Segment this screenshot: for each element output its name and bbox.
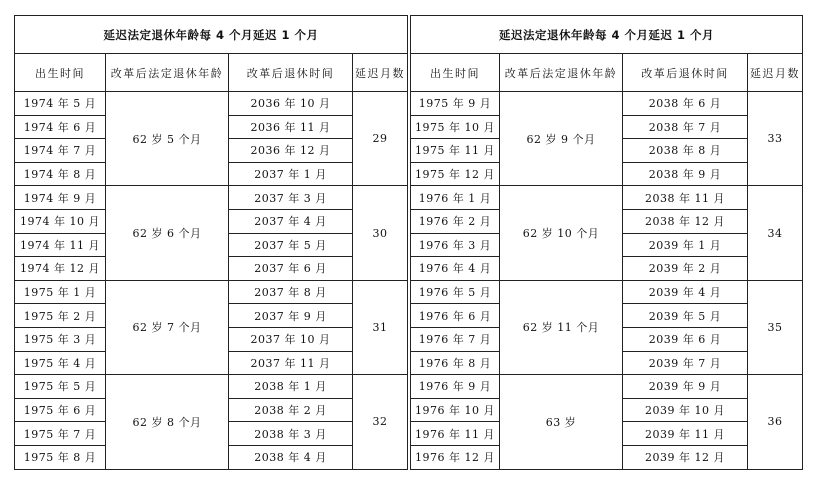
retire-cell: 2038 年 4 月 [229,445,353,469]
retire-cell: 2036 年 10 月 [229,92,353,116]
table-title-row [15,16,408,54]
delay-cell: 35 [748,280,803,374]
birth-cell: 1974 年 11 月 [15,233,106,257]
table-row [411,280,803,304]
delay-cell: 32 [353,375,408,469]
birth-cell: 1976 年 11 月 [411,422,500,446]
retire-cell: 2038 年 12 月 [623,209,748,233]
birth-cell: 1976 年 9 月 [411,375,500,399]
birth-cell: 1975 年 6 月 [15,398,106,422]
birth-cell: 1975 年 2 月 [15,304,106,328]
table-row [15,186,408,210]
retire-cell: 2039 年 5 月 [623,304,748,328]
delay-table-right [410,15,803,470]
birth-cell: 1974 年 7 月 [15,139,106,163]
retire-cell: 2039 年 4 月 [623,280,748,304]
birth-cell: 1975 年 8 月 [15,445,106,469]
birth-cell: 1974 年 9 月 [15,186,106,210]
birth-cell: 1975 年 11 月 [411,139,500,163]
header-birth: 出生时间 [15,54,106,92]
birth-cell: 1976 年 7 月 [411,327,500,351]
birth-cell: 1976 年 12 月 [411,445,500,469]
retire-cell: 2039 年 7 月 [623,351,748,375]
delay-cell: 29 [353,92,408,186]
delay-cell: 34 [748,186,803,280]
retire-cell: 2038 年 7 月 [623,115,748,139]
retire-cell: 2036 年 12 月 [229,139,353,163]
age-cell: 62 岁 5 个月 [106,92,229,186]
age-cell: 62 岁 9 个月 [500,92,623,186]
table-row [411,92,803,116]
retire-cell: 2039 年 12 月 [623,445,748,469]
birth-cell: 1976 年 3 月 [411,233,500,257]
table-header-row [411,54,803,92]
header-birth: 出生时间 [411,54,500,92]
retire-cell: 2037 年 11 月 [229,351,353,375]
header-delay: 延迟月数 [353,54,408,92]
table-row [15,280,408,304]
age-cell: 62 岁 11 个月 [500,280,623,374]
birth-cell: 1976 年 10 月 [411,398,500,422]
header-retire-time: 改革后退休时间 [623,54,748,92]
retire-cell: 2039 年 2 月 [623,257,748,281]
birth-cell: 1975 年 12 月 [411,162,500,186]
retire-cell: 2039 年 9 月 [623,375,748,399]
retire-cell: 2038 年 3 月 [229,422,353,446]
table-row [15,375,408,399]
birth-cell: 1976 年 4 月 [411,257,500,281]
table-title: 延迟法定退休年龄每 4 个月延迟 1 个月 [15,16,408,54]
delay-cell: 30 [353,186,408,280]
table-title: 延迟法定退休年龄每 4 个月延迟 1 个月 [411,16,803,54]
retire-cell: 2038 年 8 月 [623,139,748,163]
birth-cell: 1976 年 2 月 [411,209,500,233]
birth-cell: 1976 年 6 月 [411,304,500,328]
header-age: 改革后法定退休年龄 [500,54,623,92]
retire-cell: 2037 年 9 月 [229,304,353,328]
birth-cell: 1975 年 10 月 [411,115,500,139]
retire-cell: 2038 年 9 月 [623,162,748,186]
retire-cell: 2038 年 11 月 [623,186,748,210]
birth-cell: 1975 年 5 月 [15,375,106,399]
birth-cell: 1976 年 1 月 [411,186,500,210]
delay-cell: 33 [748,92,803,186]
age-cell: 62 岁 6 个月 [106,186,229,280]
retire-cell: 2038 年 1 月 [229,375,353,399]
table-title-row [411,16,803,54]
header-age: 改革后法定退休年龄 [106,54,229,92]
birth-cell: 1974 年 8 月 [15,162,106,186]
delay-table-left [14,15,408,470]
age-cell: 62 岁 8 个月 [106,375,229,469]
retire-cell: 2037 年 6 月 [229,257,353,281]
birth-cell: 1975 年 7 月 [15,422,106,446]
retire-cell: 2039 年 11 月 [623,422,748,446]
retire-cell: 2037 年 3 月 [229,186,353,210]
table-row [15,92,408,116]
table-header-row [15,54,408,92]
retire-cell: 2036 年 11 月 [229,115,353,139]
birth-cell: 1974 年 12 月 [15,257,106,281]
birth-cell: 1975 年 3 月 [15,327,106,351]
retire-cell: 2038 年 2 月 [229,398,353,422]
retire-cell: 2039 年 6 月 [623,327,748,351]
retire-cell: 2038 年 6 月 [623,92,748,116]
table-row [411,375,803,399]
birth-cell: 1975 年 4 月 [15,351,106,375]
retire-cell: 2037 年 1 月 [229,162,353,186]
birth-cell: 1974 年 5 月 [15,92,106,116]
delay-cell: 31 [353,280,408,374]
delay-cell: 36 [748,375,803,469]
retire-cell: 2037 年 5 月 [229,233,353,257]
birth-cell: 1974 年 6 月 [15,115,106,139]
header-retire-time: 改革后退休时间 [229,54,353,92]
retire-cell: 2037 年 10 月 [229,327,353,351]
retire-cell: 2039 年 10 月 [623,398,748,422]
age-cell: 62 岁 10 个月 [500,186,623,280]
birth-cell: 1975 年 1 月 [15,280,106,304]
age-cell: 62 岁 7 个月 [106,280,229,374]
birth-cell: 1976 年 8 月 [411,351,500,375]
age-cell: 63 岁 [500,375,623,469]
retire-cell: 2037 年 4 月 [229,209,353,233]
birth-cell: 1976 年 5 月 [411,280,500,304]
retire-cell: 2037 年 8 月 [229,280,353,304]
retire-cell: 2039 年 1 月 [623,233,748,257]
birth-cell: 1974 年 10 月 [15,209,106,233]
header-delay: 延迟月数 [748,54,803,92]
table-row [411,186,803,210]
birth-cell: 1975 年 9 月 [411,92,500,116]
